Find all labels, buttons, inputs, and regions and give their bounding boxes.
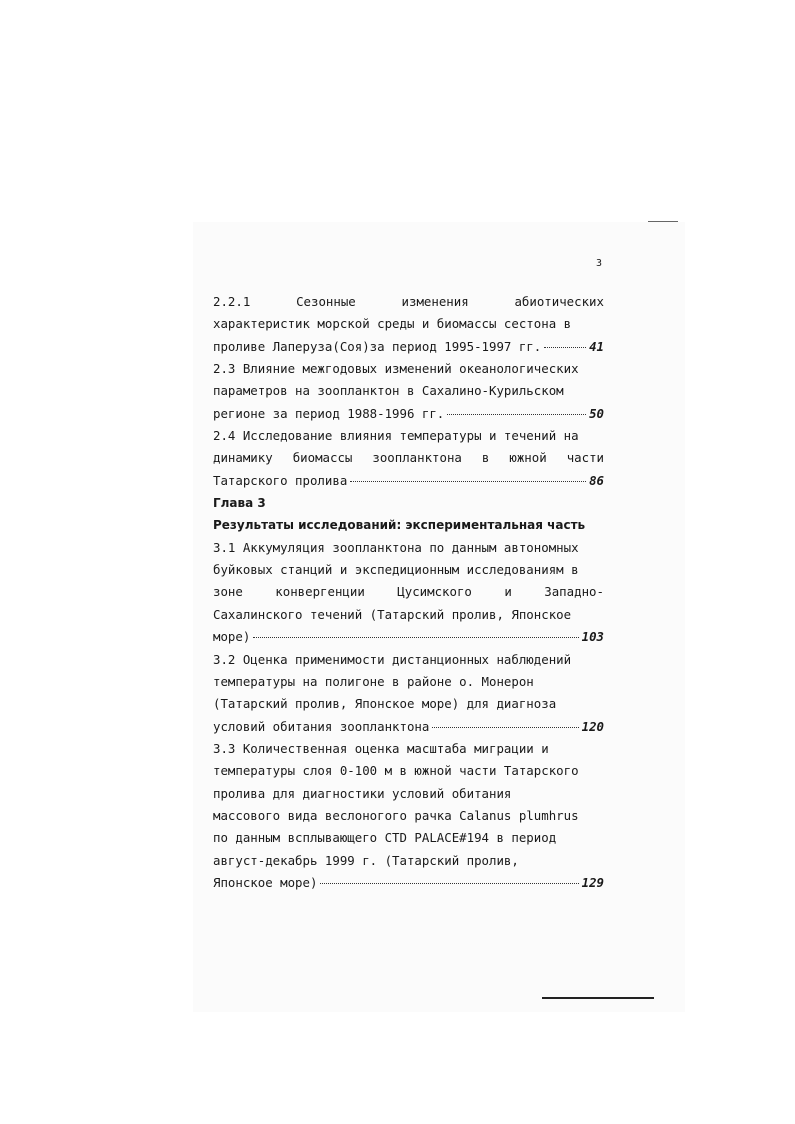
toc-line: [213, 447, 604, 469]
toc-text: проливе Лаперуза(Соя)за период 1995-1997 гг.: [213, 338, 542, 354]
table-of-contents: [213, 291, 604, 894]
toc-line: [213, 716, 604, 738]
toc-line: параметров на зоопланктон в Сахалино-Курильском: [213, 383, 564, 399]
page-ref: 129: [581, 874, 604, 890]
toc-line: пролива для диагностики условий обитания: [213, 785, 512, 801]
toc-line: август-декабрь 1999 г. (Татарский пролив,: [213, 852, 519, 868]
toc-line: массового вида веслоногого рачка Calanus plumhrus: [213, 807, 579, 823]
leader-dots: [350, 481, 586, 482]
toc-line: температуры на полигоне в районе о. Монерон: [213, 673, 534, 689]
word: конвергенции: [275, 584, 365, 600]
word: изменения: [401, 294, 469, 309]
toc-line: 2.3 Влияние межгодовых изменений океанологических: [213, 361, 579, 377]
toc-text: Татарского пролива: [213, 472, 348, 488]
word: зоне: [213, 584, 243, 600]
toc-line: характеристик морской среды и биомассы сестона в: [213, 316, 572, 332]
toc-text: регионе за период 1988-1996 гг.: [213, 405, 445, 421]
leader-dots: [447, 414, 586, 415]
toc-line: 3.1 Аккумуляция зоопланктона по данным автономных: [213, 539, 579, 555]
word: абиотических: [514, 294, 604, 309]
toc-text: Японское море): [213, 874, 318, 890]
page-ref: 120: [581, 718, 604, 734]
toc-text: море): [213, 629, 251, 645]
toc-line: [213, 872, 604, 894]
scan-artifact-bottom: [542, 997, 654, 999]
toc-text: условий обитания зоопланктона: [213, 718, 430, 734]
page-ref: 103: [581, 629, 604, 645]
word: южной: [509, 450, 547, 466]
toc-line: [213, 626, 604, 648]
word: зоопланктона: [372, 450, 462, 466]
word: в: [481, 450, 490, 466]
toc-line: [213, 291, 604, 313]
toc-line: [213, 470, 604, 492]
word: части: [566, 450, 604, 466]
leader-dots: [253, 637, 578, 638]
chapter-subtitle: Результаты исследований: экспериментальная часть: [213, 518, 586, 533]
page-number: 3: [596, 258, 603, 269]
toc-line: (Татарский пролив, Японское море) для диагноза: [213, 696, 557, 712]
word: Западно-: [544, 584, 604, 600]
page-ref: 50: [589, 405, 604, 421]
page-ref: 41: [589, 338, 604, 354]
page-ref: 86: [589, 472, 604, 488]
chapter-title: Глава 3: [213, 496, 266, 511]
word: биомассы: [292, 450, 353, 466]
leader-dots: [432, 727, 578, 728]
toc-line: температуры слоя 0-100 м в южной части Татарского: [213, 763, 579, 779]
word: и: [504, 584, 512, 600]
scan-artifact-top: [648, 221, 678, 222]
toc-line: [213, 581, 604, 603]
toc-line: [213, 403, 604, 425]
toc-line: Сахалинского течений (Татарский пролив, Японское: [213, 606, 572, 622]
toc-line: 3.2 Оценка применимости дистанционных наблюдений: [213, 651, 572, 667]
toc-line: по данным всплывающего CTD PALACE#194 в период: [213, 830, 557, 846]
word: 2.2.1: [213, 294, 251, 309]
word: Сезонные: [296, 294, 356, 309]
toc-line: 3.3 Количественная оценка масштаба миграции и: [213, 740, 549, 756]
leader-dots: [320, 883, 578, 884]
toc-line: 2.4 Исследование влияния температуры и течений на: [213, 428, 579, 444]
word: динамику: [213, 450, 273, 466]
toc-line: [213, 336, 604, 358]
word: Цусимского: [397, 584, 472, 600]
toc-line: буйковых станций и экспедиционным исследованиям в: [213, 562, 579, 578]
leader-dots: [544, 347, 586, 348]
